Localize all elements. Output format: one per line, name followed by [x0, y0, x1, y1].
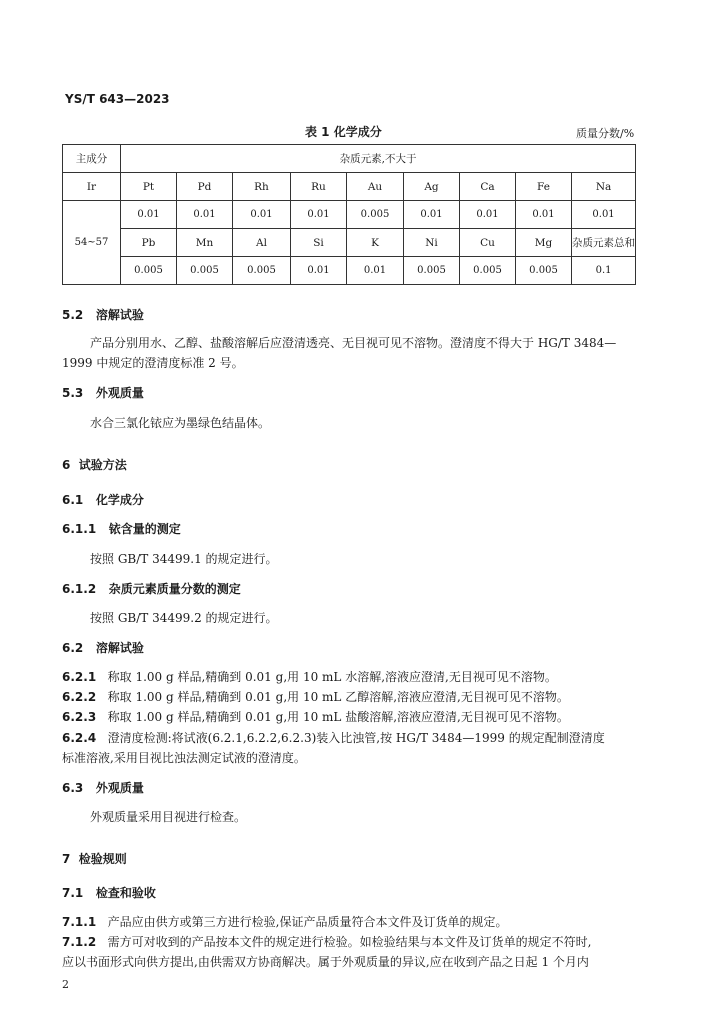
section-title: 化学成分 [95, 493, 144, 507]
main-element-cell: Ir [63, 173, 121, 201]
section-6-2-3 [62, 708, 569, 725]
section-number: 6.2.3 [62, 710, 97, 724]
section-6-2-2 [62, 688, 569, 705]
section-6-2-4-line2: 标准溶液,采用目视比浊法测定试液的澄清度。 [62, 751, 306, 765]
section-5-3-heading [62, 384, 144, 401]
section-title: 铱含量的测定 [108, 522, 181, 536]
section-6-1-2-text: 按照 GB/T 34499.2 的规定进行。 [90, 611, 278, 625]
value-cell: 0.005 [404, 257, 460, 285]
element-cell: Ag [404, 173, 460, 201]
section-5-2-heading [62, 306, 144, 323]
section-6-1-2-heading [62, 580, 241, 597]
section-number: 6.1.1 [62, 522, 97, 536]
section-7-heading [62, 850, 127, 867]
element-cell: Mg [516, 229, 572, 257]
section-number: 5.2 [62, 308, 84, 322]
value-cell: 0.01 [404, 201, 460, 229]
value-cell: 0.01 [177, 201, 233, 229]
section-title: 试验方法 [78, 458, 127, 472]
section-title: 外观质量 [95, 386, 144, 400]
section-6-2-1 [62, 668, 557, 685]
element-cell: Rh [233, 173, 291, 201]
value-cell: 0.01 [233, 201, 291, 229]
main-range-cell: 54~57 [63, 201, 121, 285]
table-row-elements-1 [63, 173, 636, 201]
section-5-2-text-line1: 产品分别用水、乙醇、盐酸溶解后应澄清透亮、无目视可见不溶物。澄清度不得大于 HG/T 3484— [90, 336, 617, 350]
table-caption: 表 1 化学成分 [305, 125, 382, 139]
value-cell: 0.01 [291, 201, 347, 229]
section-number: 6.2.2 [62, 690, 97, 704]
element-cell: Au [347, 173, 404, 201]
element-cell: Pd [177, 173, 233, 201]
section-number: 6.1 [62, 493, 84, 507]
page-number: 2 [62, 978, 69, 991]
value-cell: 0.1 [572, 257, 636, 285]
element-cell: Mn [177, 229, 233, 257]
value-cell: 0.01 [291, 257, 347, 285]
table-row-elements-2 [63, 229, 636, 257]
element-cell: Ca [460, 173, 516, 201]
section-number: 6 [62, 458, 71, 472]
section-6-1-1-heading [62, 520, 181, 537]
element-cell: Cu [460, 229, 516, 257]
element-cell: Ni [404, 229, 460, 257]
element-cell: K [347, 229, 404, 257]
main-component-header: 主成分 [63, 145, 121, 173]
section-7-1-2-line2: 应以书面形式向供方提出,由供需双方协商解决。属于外观质量的异议,应在收到产品之日起 1 个月内 [62, 955, 589, 969]
value-cell: 0.01 [572, 201, 636, 229]
section-7-1-heading [62, 884, 156, 901]
table-row-values-2 [63, 257, 636, 285]
section-7-1-1 [62, 913, 507, 930]
table-header-row [63, 145, 636, 173]
standard-number-header: YS/T 643—2023 [65, 92, 170, 106]
section-title: 溶解试验 [95, 308, 144, 322]
value-cell: 0.01 [347, 257, 404, 285]
section-number: 6.2.4 [62, 731, 97, 745]
value-cell: 0.005 [177, 257, 233, 285]
value-cell: 0.005 [460, 257, 516, 285]
element-cell: Pb [121, 229, 177, 257]
section-title: 溶解试验 [95, 641, 144, 655]
value-cell: 0.005 [347, 201, 404, 229]
section-6-3-heading [62, 779, 144, 796]
value-cell: 0.01 [460, 201, 516, 229]
section-title: 外观质量 [95, 781, 144, 795]
element-cell: 杂质元素总和 [572, 229, 636, 257]
section-number: 6.2 [62, 641, 84, 655]
table-row-values-1 [63, 201, 636, 229]
section-6-1-heading [62, 491, 144, 508]
element-cell: Al [233, 229, 291, 257]
table-unit: 质量分数/% [576, 127, 635, 140]
section-number: 7.1.2 [62, 935, 97, 949]
section-number: 6.2.1 [62, 670, 97, 684]
section-text: 产品应由供方或第三方进行检验,保证产品质量符合本文件及订货单的规定。 [107, 915, 508, 929]
element-cell: Si [291, 229, 347, 257]
impurity-header: 杂质元素,不大于 [121, 145, 636, 173]
section-text: 称取 1.00 g 样品,精确到 0.01 g,用 10 mL 水溶解,溶液应澄清,无目视可见不溶物。 [107, 670, 557, 684]
value-cell: 0.005 [233, 257, 291, 285]
section-number: 7.1.1 [62, 915, 97, 929]
section-number: 6.1.2 [62, 582, 97, 596]
element-cell: Fe [516, 173, 572, 201]
value-cell: 0.01 [516, 201, 572, 229]
element-cell: Ru [291, 173, 347, 201]
section-6-2-heading [62, 639, 144, 656]
section-6-1-1-text: 按照 GB/T 34499.1 的规定进行。 [90, 552, 278, 566]
section-title: 杂质元素质量分数的测定 [108, 582, 241, 596]
section-title: 检验规则 [78, 852, 127, 866]
chemical-composition-table [62, 144, 636, 285]
section-text-line1: 澄清度检测:将试液(6.2.1,6.2.2,6.2.3)装入比浊管,按 HG/T 3484—1999 的规定配制澄清度 [107, 731, 605, 745]
section-6-3-text: 外观质量采用目视进行检查。 [90, 810, 247, 824]
section-7-1-2 [62, 933, 591, 950]
section-number: 6.3 [62, 781, 84, 795]
section-6-2-4 [62, 729, 605, 746]
section-number: 7 [62, 852, 71, 866]
section-5-3-text: 水合三氯化铱应为墨绿色结晶体。 [90, 416, 271, 430]
element-cell: Pt [121, 173, 177, 201]
element-cell: Na [572, 173, 636, 201]
section-text: 称取 1.00 g 样品,精确到 0.01 g,用 10 mL 乙醇溶解,溶液应澄清,无目视可见不溶物。 [107, 690, 569, 704]
section-title: 检查和验收 [95, 886, 156, 900]
section-number: 5.3 [62, 386, 84, 400]
value-cell: 0.005 [121, 257, 177, 285]
section-text-line1: 需方可对收到的产品按本文件的规定进行检验。如检验结果与本文件及订货单的规定不符时, [107, 935, 592, 949]
value-cell: 0.01 [121, 201, 177, 229]
value-cell: 0.005 [516, 257, 572, 285]
section-6-heading [62, 456, 127, 473]
section-5-2-text-line2: 1999 中规定的澄清度标准 2 号。 [62, 356, 244, 370]
section-text: 称取 1.00 g 样品,精确到 0.01 g,用 10 mL 盐酸溶解,溶液应澄清,无目视可见不溶物。 [107, 710, 569, 724]
section-number: 7.1 [62, 886, 84, 900]
